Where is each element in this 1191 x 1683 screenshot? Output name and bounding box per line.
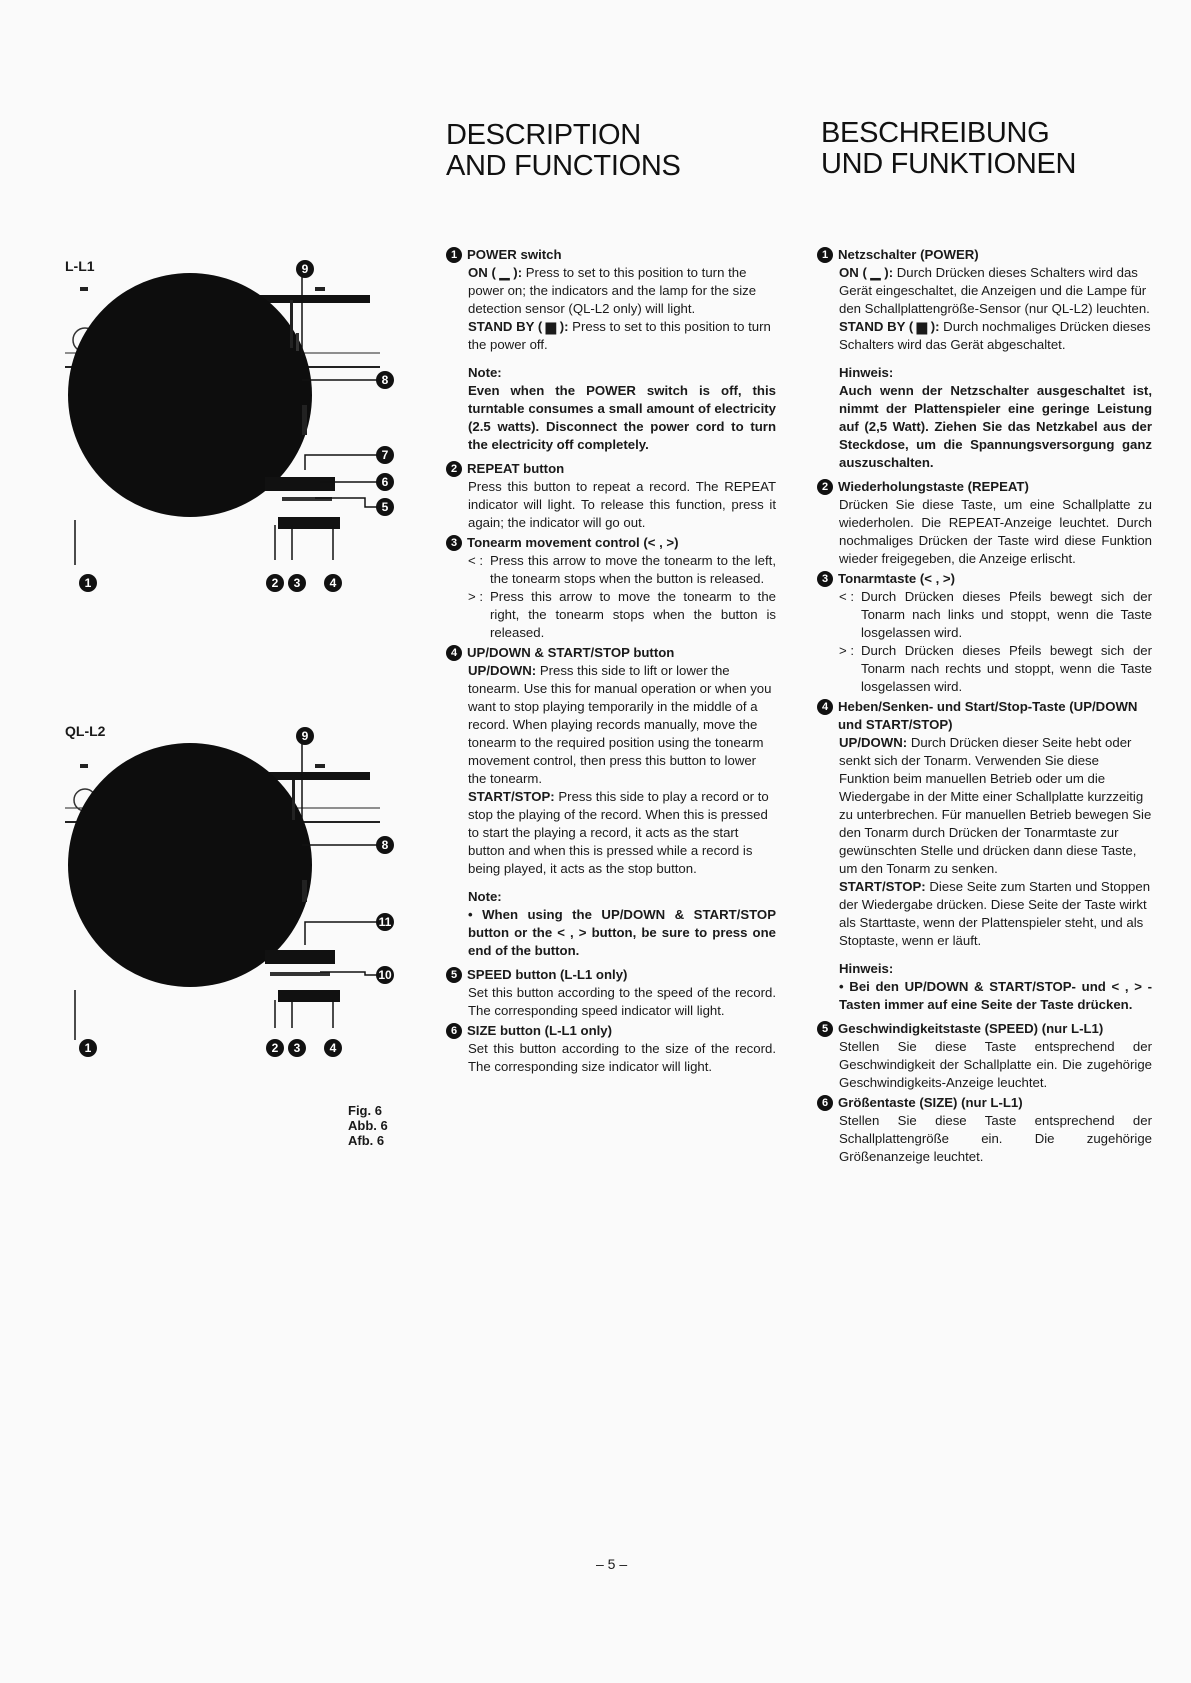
on-label: ON ( ▁ ):: [839, 265, 894, 280]
note-text: Even when the POWER switch is off, this turntable consumes a small amount of electricity (2.5 watts). Disconnect the power cord to turn the electricity off completely.: [468, 383, 776, 452]
left-arrow-text: Durch Drücken dieses Pfeils bewegt sich der Tonarm nach links und stoppt, wenn die Taste losgelassen wird.: [861, 589, 1152, 640]
repeat-section: [817, 478, 1152, 568]
section-text: Stellen Sie diese Taste entsprechend der Geschwindigkeit der Schallplatte ein. Die zugehörige Geschwindigkeits-Anzeige leuchtet.: [839, 1039, 1152, 1090]
page-number: – 5 –: [596, 1556, 628, 1572]
section-heading: Größentaste (SIZE) (nur L-L1): [838, 1095, 1023, 1110]
startstop-label: START/STOP:: [839, 879, 926, 894]
section-heading: Tonarmtaste (< , >): [838, 571, 956, 586]
section-heading: Geschwindigkeitstaste (SPEED) (nur L-L1): [838, 1021, 1104, 1036]
number-6-icon: 6: [446, 1023, 462, 1039]
section-heading: Tonearm movement control (< , >): [467, 535, 679, 550]
note-heading: Note:: [468, 889, 502, 904]
svg-text:6: 6: [381, 475, 389, 489]
right-arrow-text: Durch Drücken dieses Pfeils bewegt sich der Tonarm nach rechts und stoppt, wenn die Taste losgelassen wird.: [861, 643, 1152, 694]
svg-text:4: 4: [329, 576, 337, 590]
on-text: Press to set to this position to turn the power on; the indicators and the lamp for the size detection sensor (QL-L2 only) will light.: [468, 265, 757, 316]
svg-text:10: 10: [378, 968, 392, 982]
number-5-icon: 5: [446, 967, 462, 983]
standby-text: Press to set to this position to turn the power off.: [468, 319, 771, 352]
svg-text:8: 8: [381, 373, 389, 387]
svg-text:2: 2: [271, 576, 279, 590]
svg-text:7: 7: [381, 448, 389, 462]
standby-label: STAND BY ( ▆ ):: [839, 319, 940, 334]
on-text: Durch Drücken dieses Schalters wird das Gerät eingeschaltet, die Anzeigen und die Lampe für den Schallplattengröße-Sensor (nur QL-L2) leuchten.: [839, 265, 1150, 316]
updown-section: [446, 644, 776, 960]
section-heading: Wiederholungstaste (REPEAT): [838, 479, 1029, 494]
section-text: Set this button according to the speed of the record. The corresponding speed indicator will light.: [468, 985, 776, 1018]
startstop-label: START/STOP:: [468, 789, 555, 804]
figure-caption: Fig. 6 Abb. 6 Afb. 6: [348, 1103, 388, 1148]
note-heading: Hinweis:: [839, 365, 894, 380]
startstop-text: Diese Seite zum Starten und Stoppen der Wiedergabe drücken. Diese Seite der Taste wirkt als Starttaste, wenn der Plattenspieler steht, und als Stoptaste, wenn er läuft.: [839, 879, 1151, 948]
svg-text:3: 3: [293, 576, 301, 590]
right-arrow-text: Press this arrow to move the tonearm to the right, the tonearm stops when the button is released.: [490, 589, 776, 640]
updown-text: Press this side to lift or lower the tonearm. Use this for manual operation or when you want to stop playing temporarily in the middle of a record. When playing records manually, move the tonearm to the required position using the tonearm movement control, then press this button to lower the tonearm.: [468, 663, 772, 786]
number-3-icon: 3: [817, 571, 833, 587]
number-2-icon: 2: [817, 479, 833, 495]
svg-text:9: 9: [301, 262, 309, 276]
model-label-ql-l2: QL-L2: [65, 723, 106, 739]
section-heading: Netzschalter (POWER): [838, 247, 979, 262]
note-heading: Note:: [468, 365, 502, 380]
svg-text:9: 9: [301, 729, 309, 743]
on-label: ON ( ▁ ):: [468, 265, 523, 280]
updown-label: UP/DOWN:: [468, 663, 537, 678]
section-heading: Heben/Senken- und Start/Stop-Taste (UP/DOWN und START/STOP): [838, 699, 1138, 732]
section-heading: SIZE button (L-L1 only): [467, 1023, 613, 1038]
number-6-icon: 6: [817, 1095, 833, 1111]
turntable-diagram-ql-l2: [60, 710, 400, 1060]
standby-text: Durch nochmaliges Drücken dieses Schalters wird das Gerät abgeschaltet.: [839, 319, 1151, 352]
section-heading: POWER switch: [467, 247, 562, 262]
note-text: • When using the UP/DOWN & START/STOP button or the < , > button, be sure to press one end of the button.: [468, 907, 776, 958]
power-section: [817, 246, 1152, 472]
turntable-body: [65, 273, 380, 529]
svg-text:1: 1: [84, 1041, 92, 1055]
section-text: Set this button according to the size of the record. The corresponding size indicator will light.: [468, 1041, 776, 1074]
left-arrow-symbol: < :: [468, 553, 484, 568]
svg-text:11: 11: [378, 915, 392, 929]
svg-text:3: 3: [293, 1041, 301, 1055]
tonearm-section: [817, 570, 1152, 696]
page-title-german: BESCHREIBUNG UND FUNKTIONEN: [821, 117, 1077, 180]
page-title-english: DESCRIPTION AND FUNCTIONS: [446, 119, 681, 182]
english-column: [446, 246, 776, 1078]
model-label-l-l1: L-L1: [65, 258, 95, 274]
number-4-icon: 4: [817, 699, 833, 715]
updown-label: UP/DOWN:: [839, 735, 908, 750]
power-section: [446, 246, 776, 454]
note-text: • Bei den UP/DOWN & START/STOP- und < , > -Tasten immer auf eine Seite der Taste drücken.: [839, 979, 1152, 1012]
size-section: [446, 1022, 776, 1076]
number-5-icon: 5: [817, 1021, 833, 1037]
turntable-body: [65, 743, 380, 1002]
speed-section: [446, 966, 776, 1020]
speed-section: [817, 1020, 1152, 1092]
turntable-diagram-l-l1: [60, 255, 400, 595]
number-4-icon: 4: [446, 645, 462, 661]
left-arrow-text: Press this arrow to move the tonearm to the left, the tonearm stops when the button is released.: [490, 553, 776, 586]
right-arrow-symbol: > :: [468, 589, 484, 604]
section-text: Drücken Sie diese Taste, um eine Schallplatte zu wiederholen. Die REPEAT-Anzeige leuchtet. Durch nochmaliges Drücken der Taste wird diese Funktion wieder freigegeben, die Anzeige erlischt.: [839, 497, 1152, 566]
section-text: Press this button to repeat a record. The REPEAT indicator will light. To release this function, press it again; the indicator will go out.: [468, 479, 776, 530]
updown-text: Durch Drücken dieser Seite hebt oder senkt sich der Tonarm. Verwenden Sie diese Funktion beim manuellen Betrieb oder um die Wiedergabe in der Mitte einer Schallplatte kurzzeitig zu unterbrechen. Für manuellen Betrieb bewegen Sie den Tonarm durch Drücken der Tonarmtaste zur gewünschten Stelle und drücken dann diese Taste, um den Tonarm zu senken.: [839, 735, 1152, 876]
number-2-icon: 2: [446, 461, 462, 477]
right-arrow-symbol: > :: [839, 643, 855, 658]
section-heading: UP/DOWN & START/STOP button: [467, 645, 675, 660]
note-text: Auch wenn der Netzschalter ausgeschaltet ist, nimmt der Plattenspieler eine geringe Leistung auf (2,5 Watt). Ziehen Sie das Netzkabel aus der Steckdose, um die Spannungsversorgung ganz auszuschalten.: [839, 383, 1152, 470]
section-text: Stellen Sie diese Taste entsprechend der Schallplattengröße ein. Die zugehörige Größenanzeige leuchtet.: [839, 1113, 1152, 1164]
svg-text:8: 8: [381, 838, 389, 852]
number-3-icon: 3: [446, 535, 462, 551]
left-arrow-symbol: < :: [839, 589, 855, 604]
updown-section: [817, 698, 1152, 1014]
section-heading: REPEAT button: [467, 461, 565, 476]
number-1-icon: 1: [817, 247, 833, 263]
german-column: [817, 246, 1152, 1168]
tonearm-section: [446, 534, 776, 642]
svg-text:4: 4: [329, 1041, 337, 1055]
repeat-section: [446, 460, 776, 532]
section-heading: SPEED button (L-L1 only): [467, 967, 628, 982]
size-section: [817, 1094, 1152, 1166]
number-1-icon: 1: [446, 247, 462, 263]
note-heading: Hinweis:: [839, 961, 894, 976]
svg-text:5: 5: [381, 500, 389, 514]
startstop-text: Press this side to play a record or to stop the playing of the record. When this is pressed to start the playing a record, it acts as the start button and when this is pressed while a record is being played, it acts as the stop button.: [468, 789, 769, 876]
svg-text:2: 2: [271, 1041, 279, 1055]
svg-text:1: 1: [84, 576, 92, 590]
standby-label: STAND BY ( ▆ ):: [468, 319, 569, 334]
